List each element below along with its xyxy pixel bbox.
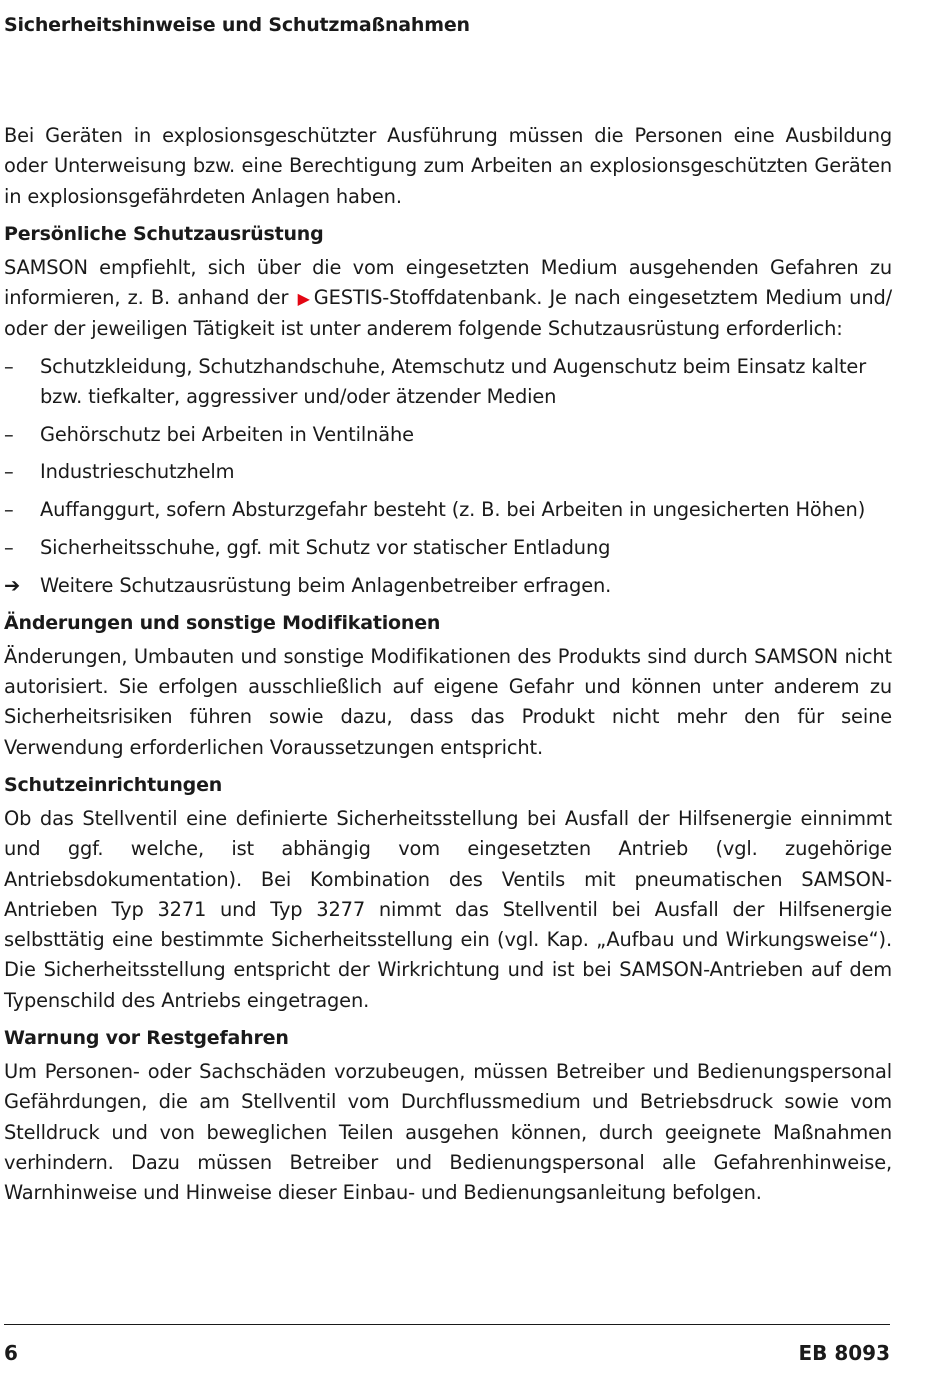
page-content <box>4 121 892 1209</box>
list-item-text: Gehörschutz bei Arbeiten in Ventilnähe <box>40 422 414 446</box>
list-item <box>4 420 892 450</box>
ppe-list <box>4 352 892 563</box>
running-header: Sicherheitshinweise und Schutzmaßnahmen <box>4 14 470 36</box>
residual-hazards-heading: Warnung vor Restgefahren <box>4 1027 289 1050</box>
ppe-text-before-link: SAMSON empfiehlt, sich über die vom eingesetzten Medium ausgehenden Gefahren zu informieren, z. B. anhand der <box>4 255 892 310</box>
modifications-paragraph: Änderungen, Umbauten und sonstige Modifikationen des Produkts sind durch SAMSON nicht autorisiert. Sie erfolgen ausschließlich auf eigene Gefahr und können unter anderem zu Sicherheitsrisiken führen sowie dazu, dass das Produkt nicht mehr den für seine Verwendung erforderlichen Voraussetzungen entspricht. <box>4 644 892 759</box>
dash-bullet: – <box>4 354 14 378</box>
protective-devices-paragraph: Ob das Stellventil eine definierte Sicherheitsstellung bei Ausfall der Hilfsenergie einnimmt und ggf. welche, ist abhängig vom eingesetzten Antrieb (vgl. zugehörige Antriebsdokumentation). Bei Kombination des Ventils mit pneumatischen SAMSON-Antrieben Typ 3271 und Typ 3277 nimmt das Stellventil bei Ausfall der Hilfsenergie selbsttätig eine bestimmte Sicherheitsstellung ein (vgl. Kap. „Aufbau und Wirkungsweise“). Die Sicherheitsstellung entspricht der Wirkrichtung und ist bei SAMSON-Antrieben auf dem Typenschild des Antriebs eingetragen. <box>4 807 892 1012</box>
document-id: EB 8093 <box>798 1341 890 1365</box>
gestis-link[interactable]: GESTIS-Stoffdatenbank <box>313 286 537 310</box>
intro-paragraph: Bei Geräten in explosionsgeschützter Ausführung müssen die Personen eine Ausbildung oder Unterweisung bzw. eine Berechtigung zum Arbeiten an explosionsgeschützten Geräten in explosionsgefährdeten Anlagen haben. <box>4 124 892 208</box>
list-item-text: Sicherheitsschuhe, ggf. mit Schutz vor statischer Entladung <box>40 535 611 559</box>
list-item <box>4 352 892 413</box>
dash-bullet: – <box>4 535 14 559</box>
dash-bullet: – <box>4 460 14 484</box>
ppe-text-after-link: . Je nach eingesetztem Medium und/ oder der jeweiligen Tätigkeit ist unter anderem folgende Schutzausrüstung erforderlich: <box>4 286 893 341</box>
ppe-paragraph <box>4 253 892 345</box>
list-item <box>4 495 892 525</box>
action-instruction <box>4 571 892 601</box>
page-number: 6 <box>4 1341 18 1365</box>
list-item <box>4 533 892 563</box>
protective-devices-heading: Schutzeinrichtungen <box>4 774 223 796</box>
ppe-heading: Persönliche Schutzausrüstung <box>4 222 324 245</box>
list-item-text: Schutzkleidung, Schutzhandschuhe, Atemschutz und Augenschutz beim Einsatz kalter bzw. tiefkalter, aggressiver und/oder ätzender Medien <box>40 354 867 409</box>
list-item-text: Auffanggurt, sofern Absturzgefahr besteht (z. B. bei Arbeiten in ungesicherten Höhen) <box>40 498 866 522</box>
list-item <box>4 457 892 487</box>
dash-bullet: – <box>4 498 14 522</box>
dash-bullet: – <box>4 422 14 446</box>
action-text: Weitere Schutzausrüstung beim Anlagenbetreiber erfragen. <box>40 573 612 597</box>
red-triangle-icon: ▶ <box>297 289 310 309</box>
modifications-heading: Änderungen und sonstige Modifikationen <box>4 611 441 634</box>
residual-hazards-paragraph: Um Personen- oder Sachschäden vorzubeugen, müssen Betreiber und Bedienungspersonal Gefährdungen, die am Stellventil vom Durchflussmedium und Betriebsdruck sowie vom Stelldruck und von beweglichen Teilen ausgehen können, durch geeignete Maßnahmen verhindern. Dazu müssen Betreiber und Bedienungspersonal alle Gefahrenhinweise, Warnhinweise und Hinweise dieser Einbau- und Bedienungsanleitung befolgen. <box>4 1060 892 1205</box>
right-arrow-icon: ➔ <box>4 573 21 597</box>
list-item-text: Industrieschutzhelm <box>40 460 235 484</box>
footer-divider <box>4 1324 890 1325</box>
